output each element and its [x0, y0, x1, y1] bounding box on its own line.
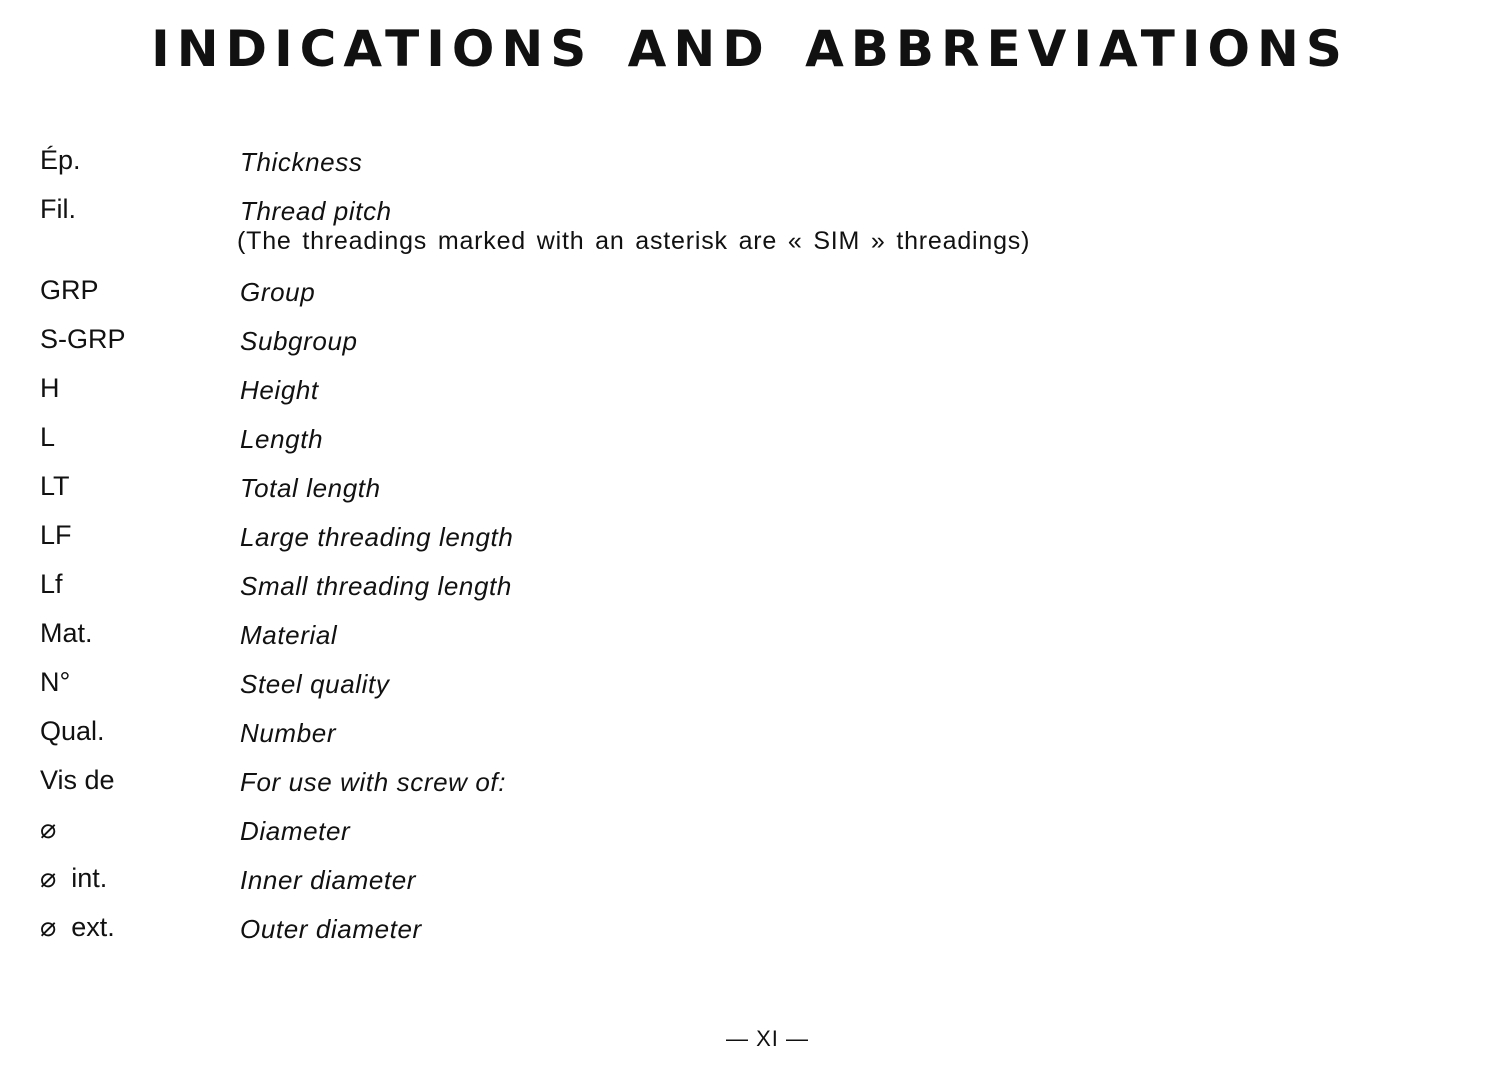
list-item: [40, 368, 1460, 417]
abbreviation: Mat.: [40, 618, 93, 648]
list-item: [40, 319, 1460, 368]
list-item: [40, 858, 1460, 907]
abbreviation: N°: [40, 667, 71, 697]
meaning: Number: [240, 718, 337, 748]
list-item: [40, 466, 1460, 515]
list-item: [40, 613, 1460, 662]
abbreviation: Fil.: [40, 194, 76, 224]
abbreviation: ⌀: [40, 814, 57, 844]
meaning: Small threading length: [240, 571, 512, 601]
meaning: Thickness: [240, 147, 363, 177]
page-number: — XI —: [725, 1026, 809, 1051]
abbreviation: LT: [40, 471, 70, 501]
list-item: [40, 417, 1460, 466]
abbreviation: ⌀ int.: [40, 863, 108, 893]
abbreviation-list: [40, 140, 1460, 956]
meaning: For use with screw of:: [240, 767, 507, 797]
abbreviation: GRP: [40, 275, 99, 305]
abbreviation: Ép.: [40, 145, 81, 175]
abbreviation: L: [40, 422, 56, 452]
meaning: Length: [240, 424, 324, 454]
list-item: [40, 564, 1460, 613]
meaning: Material: [240, 620, 338, 650]
meaning-note: (The threadings marked with an asterisk are « SIM » threadings): [237, 227, 1031, 255]
abbreviation: Lf: [40, 569, 63, 599]
page-title: INDICATIONS AND ABBREVIATIONS: [151, 20, 1349, 78]
list-item: [40, 907, 1460, 956]
list-item: [40, 809, 1460, 858]
abbreviation: S-GRP: [40, 324, 126, 354]
meaning: Steel quality: [240, 669, 390, 699]
list-item: [40, 140, 1460, 189]
list-item: [40, 760, 1460, 809]
meaning: Diameter: [240, 816, 351, 846]
list-item: [40, 711, 1460, 760]
list-item: [40, 515, 1460, 564]
list-item: [40, 662, 1460, 711]
abbreviation: ⌀ ext.: [40, 912, 115, 942]
meaning: Total length: [240, 473, 381, 503]
list-item: [40, 189, 1460, 270]
meaning: Inner diameter: [240, 865, 417, 895]
abbreviation: Qual.: [40, 716, 105, 746]
abbreviation: LF: [40, 520, 72, 550]
meaning: Height: [240, 375, 319, 405]
meaning: Group: [240, 277, 316, 307]
list-item: [40, 270, 1460, 319]
abbreviation: H: [40, 373, 60, 403]
meaning: Thread pitch: [240, 196, 392, 226]
meaning: Outer diameter: [240, 914, 422, 944]
abbreviation: Vis de: [40, 765, 115, 795]
meaning: Subgroup: [240, 326, 358, 356]
meaning: Large threading length: [240, 522, 514, 552]
